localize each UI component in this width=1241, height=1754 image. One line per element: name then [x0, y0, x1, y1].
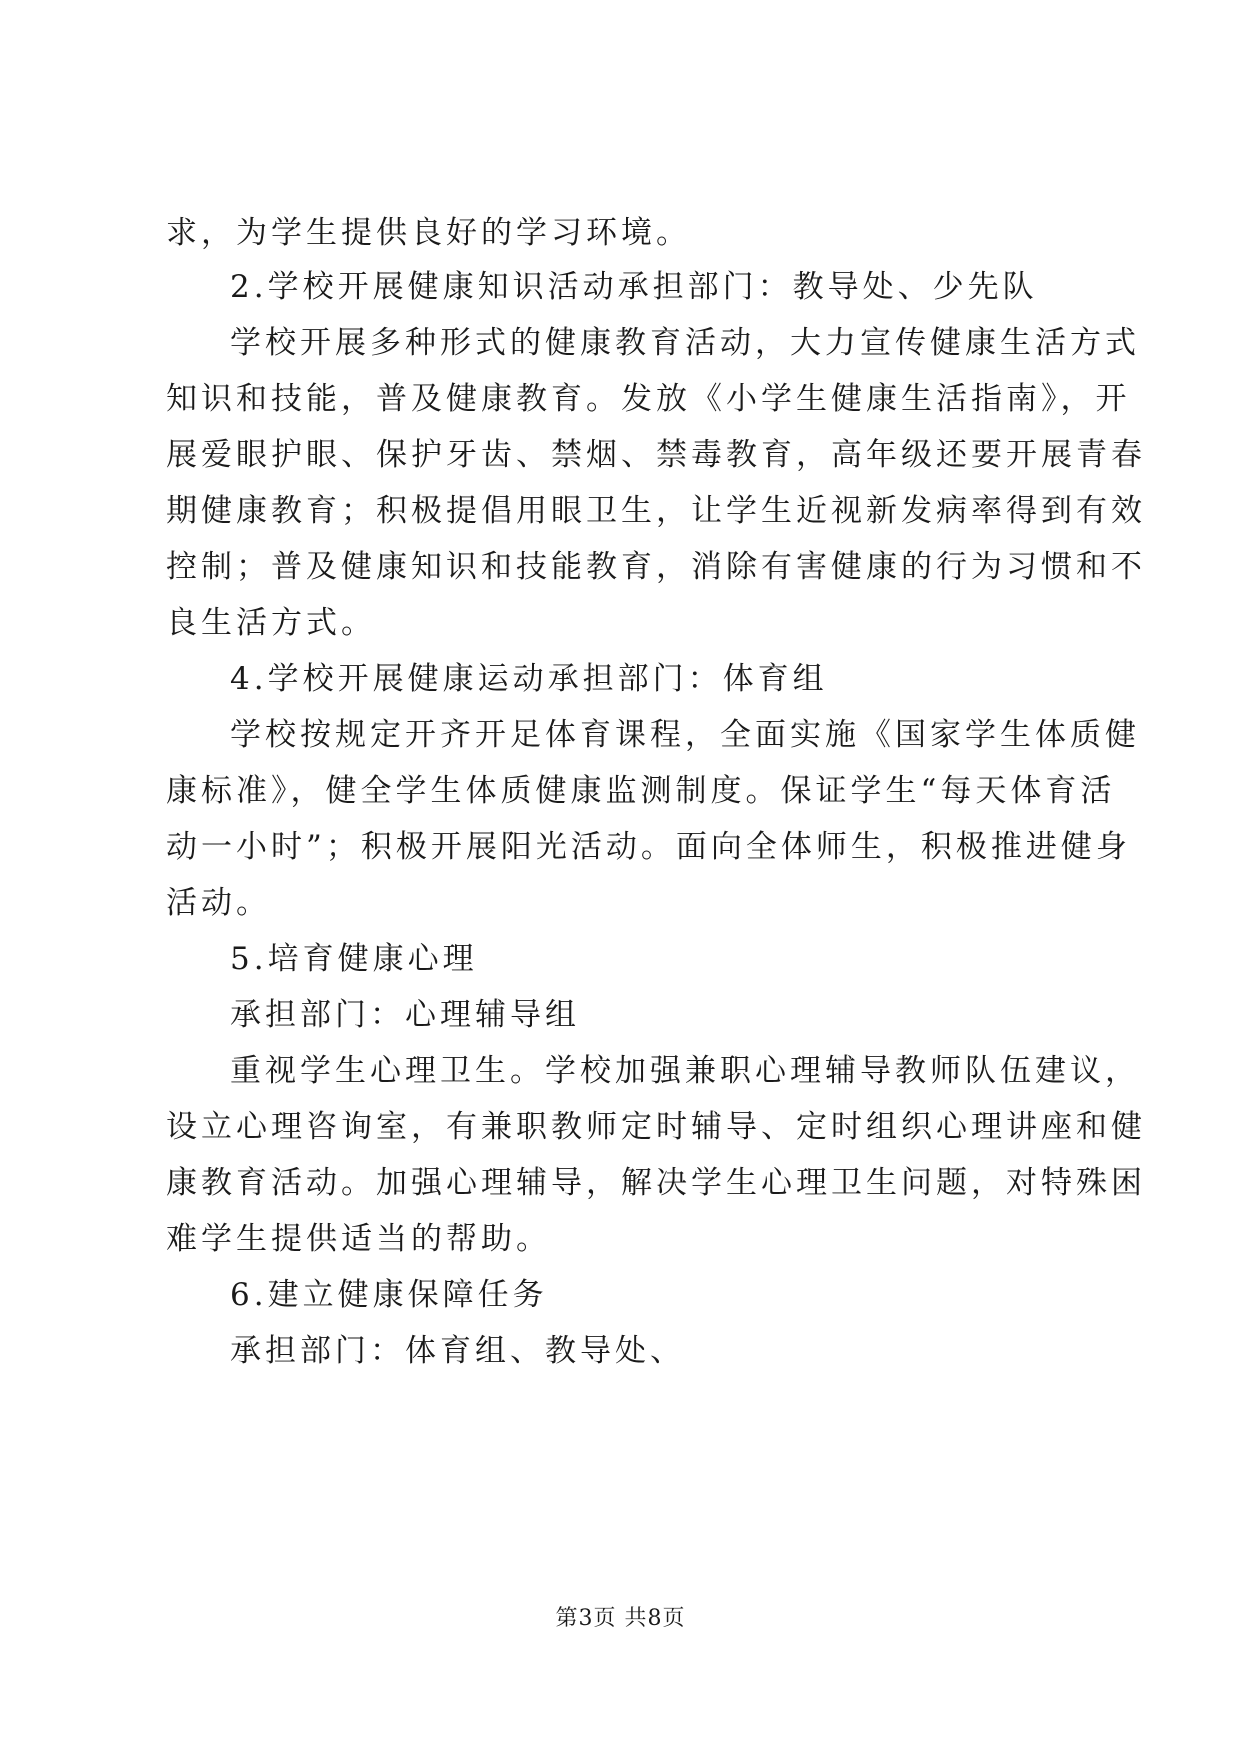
text-line: 承担部门：心理辅导组 — [230, 997, 580, 1033]
section-heading: 4.学校开展健康运动承担部门：体育组 — [230, 661, 828, 697]
text-line: 设立心理咨询室，有兼职教师定时辅导、定时组织心理讲座和健 — [166, 1109, 1146, 1145]
section-heading: 2.学校开展健康知识活动承担部门：教导处、少先队 — [230, 269, 1038, 305]
text-line: 动一小时”；积极开展阳光活动。面向全体师生，积极推进健身 — [166, 829, 1131, 865]
text-line: 重视学生心理卫生。学校加强兼职心理辅导教师队伍建议， — [230, 1053, 1140, 1089]
text-line: 期健康教育；积极提倡用眼卫生，让学生近视新发病率得到有效 — [166, 493, 1146, 529]
text-line: 难学生提供适当的帮助。 — [166, 1221, 551, 1257]
text-line: 学校按规定开齐开足体育课程，全面实施《国家学生体质健 — [230, 717, 1140, 753]
text-line: 展爱眼护眼、保护牙齿、禁烟、禁毒教育，高年级还要开展青春 — [166, 437, 1146, 473]
text-line: 康教育活动。加强心理辅导，解决学生心理卫生问题，对特殊困 — [166, 1165, 1146, 1201]
section-heading: 6.建立健康保障任务 — [230, 1277, 548, 1313]
text-line: 承担部门：体育组、教导处、 — [230, 1333, 685, 1369]
text-line: 控制；普及健康知识和技能教育，消除有害健康的行为习惯和不 — [166, 549, 1146, 585]
text-line: 活动。 — [166, 885, 271, 921]
text-line: 学校开展多种形式的健康教育活动，大力宣传健康生活方式 — [230, 325, 1140, 361]
section-heading: 5.培育健康心理 — [230, 941, 478, 977]
text-line: 求，为学生提供良好的学习环境。 — [166, 215, 691, 251]
text-line: 良生活方式。 — [166, 605, 376, 641]
page-number-footer: 第3页 共8页 — [555, 1606, 686, 1631]
text-line: 知识和技能，普及健康教育。发放《小学生健康生活指南》，开 — [166, 381, 1131, 417]
text-line: 康标准》，健全学生体质健康监测制度。保证学生“每天体育活 — [166, 773, 1116, 809]
